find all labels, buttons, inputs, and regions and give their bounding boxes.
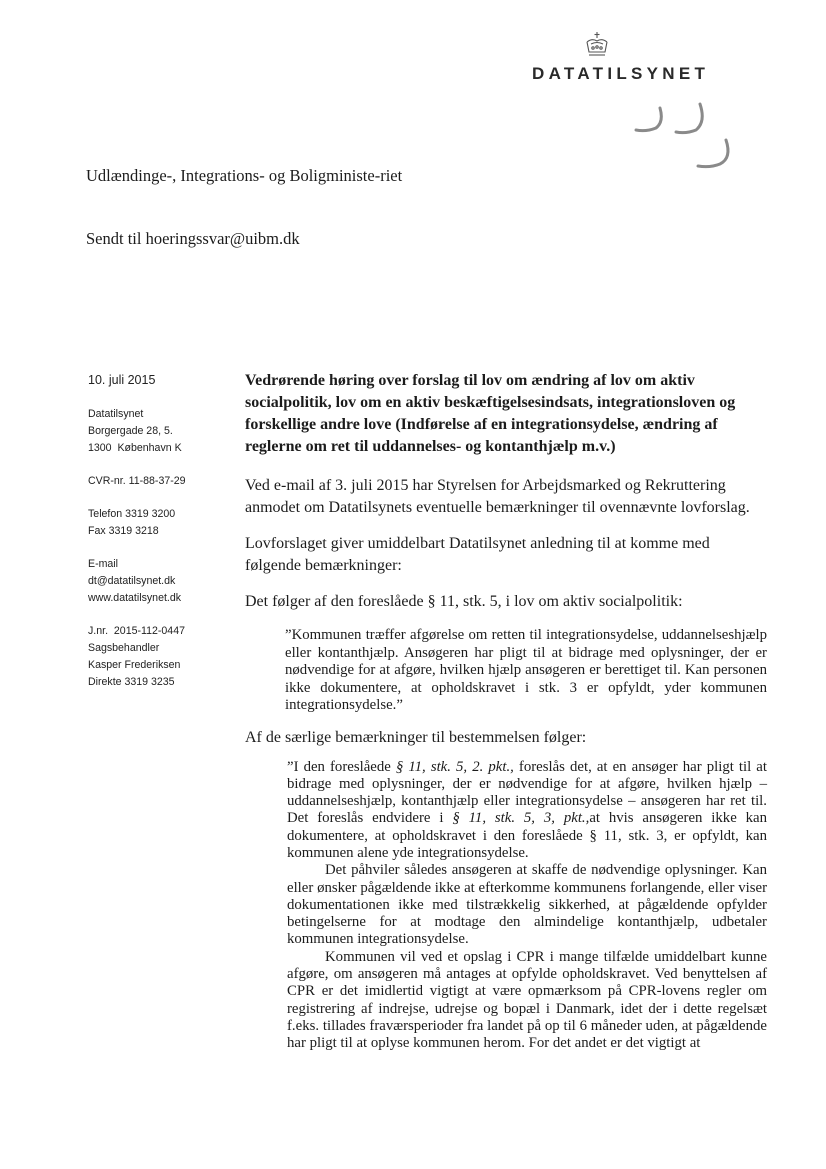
paragraph-special-remarks: Af de særlige bemærkninger til bestemmelsen følger: xyxy=(245,728,587,746)
email-label: E-mail xyxy=(88,558,119,570)
letter-date: 10. juli 2015 xyxy=(88,373,156,387)
quote-provision: ”Kommunen træffer afgørelse om retten til integrationsydelse, uddannelseshjælp eller kontanthjælp. Ansøgeren har pligt til at bidrage med oplysninger, der er nødvendige for at afgøre, hvilken hjælp ansøgeren er berettiget til. Kan personen ikke dokumentere, at opholdskravet i stk. 3 er opfyldt, yder kommunen integrationsydelse.” xyxy=(285,627,767,713)
email-address: dt@datatilsynet.dk xyxy=(88,575,176,587)
quote-reference-2: § 11, stk. 5, 3, pkt., xyxy=(452,810,590,827)
paragraph-intro: Ved e-mail af 3. juli 2015 har Styrelsen for Arbejdsmarked og Rekruttering anmodet om Datatilsynets eventuelle bemærkninger til ovennævnte lovforslag. xyxy=(245,477,750,516)
journal-number: J.nr. 2015-112-0447 xyxy=(88,625,185,637)
letter-subject: Vedrørende høring over forslag til lov om ændring af lov om aktiv socialpolitik, lov om en aktiv beskæftigelsesindsats, integrationsloven og forskellige andre love (Indførelse af en integrationsydelse, ændring af reglerne om ret til uddannelses- og kontanthjælp m.v.) xyxy=(245,372,736,455)
recipient-address: Udlændinge-, Integrations- og Boligministe-riet xyxy=(86,166,403,185)
quote-text-c: at hvis ansøgeren ikke kan dokumentere, at opholdskravet i den foreslåede § 11, stk. 3, er opfyldt, kan kommunen alene yde integrationsydelse. xyxy=(287,810,767,861)
sent-to-line: Sendt til hoeringssvar@uibm.dk xyxy=(86,229,300,248)
quote-paragraph-3: Kommunen vil ved et opslag i CPR i mange tilfælde umiddelbart kunne afgøre, om ansøgeren må antages at opfylde opholdskravet. Ved benyttelsen af CPR er det imidlertid vigtigt at være opmærksom på CPR-lovens regler om registrering af indrejse, udrejse og bopæl i Danmark, idet der i dette regelsæt f.eks. tillades fraværsperioder fra landet på op til 6 måneder uden, at pågældende har pligt til at oplyse kommunen herom. For det andet er det vigtigt at xyxy=(287,948,767,1052)
quote-reference-1: § 11, stk. 5, 2. pkt., xyxy=(395,758,514,775)
quote-paragraph-1 xyxy=(287,759,767,863)
quote-text-a: ”I den foreslåede xyxy=(287,758,396,775)
letter-body xyxy=(245,370,767,1053)
direct-phone: Direkte 3319 3235 xyxy=(88,676,175,688)
quote-paragraph-2: Det påhviler således ansøgeren at skaffe de nødvendige oplysninger. Kan eller ønsker pågældende ikke at efterkomme kommunens forlangende, eller viser dokumentationen ikke med tilstrækkelig sikkerhed, at pågældende opfylder betingelserne for at modtage den almindelige kontanthjælp, udbetaler kommunen integrationsydelse. xyxy=(287,862,767,948)
case-block xyxy=(88,623,238,691)
handwritten-mark xyxy=(630,100,740,180)
fax-number: Fax 3319 3218 xyxy=(88,525,159,537)
paragraph-remarks: Lovforslaget giver umiddelbart Datatilsynet anledning til at komme med følgende bemærkninger: xyxy=(245,535,710,574)
website: www.datatilsynet.dk xyxy=(88,592,182,604)
crown-emblem-icon xyxy=(582,30,612,60)
sender-address xyxy=(88,406,238,457)
sender-street: Borgergade 28, 5. xyxy=(88,425,173,437)
logo-wordmark: DATATILSYNET xyxy=(532,64,710,83)
phone-block xyxy=(88,506,238,540)
phone-number: Telefon 3319 3200 xyxy=(88,508,176,520)
sender-org: Datatilsynet xyxy=(88,408,144,420)
cvr-number: CVR-nr. 11-88-37-29 xyxy=(88,475,186,487)
paragraph-provision: Det følger af den foreslåede § 11, stk. 5, i lov om aktiv socialpolitik: xyxy=(245,593,683,610)
handler-label: Sagsbehandler xyxy=(88,642,160,654)
contact-block xyxy=(88,556,238,607)
sender-city: 1300 København K xyxy=(88,442,182,454)
quote-text-b: foreslås det, at en ansøger har pligt til at bidrage med oplysninger, der er nødvendige for at afgøre, hvilken hjælp – uddannelseshjælp, kontanthjælp eller integrationsydelse – ansøgeren har ret til. Det foreslås endvidere i xyxy=(287,758,767,827)
quote-special-remarks xyxy=(287,759,767,1053)
handler-name: Kasper Frederiksen xyxy=(88,659,181,671)
sender-sidebar xyxy=(88,372,238,707)
